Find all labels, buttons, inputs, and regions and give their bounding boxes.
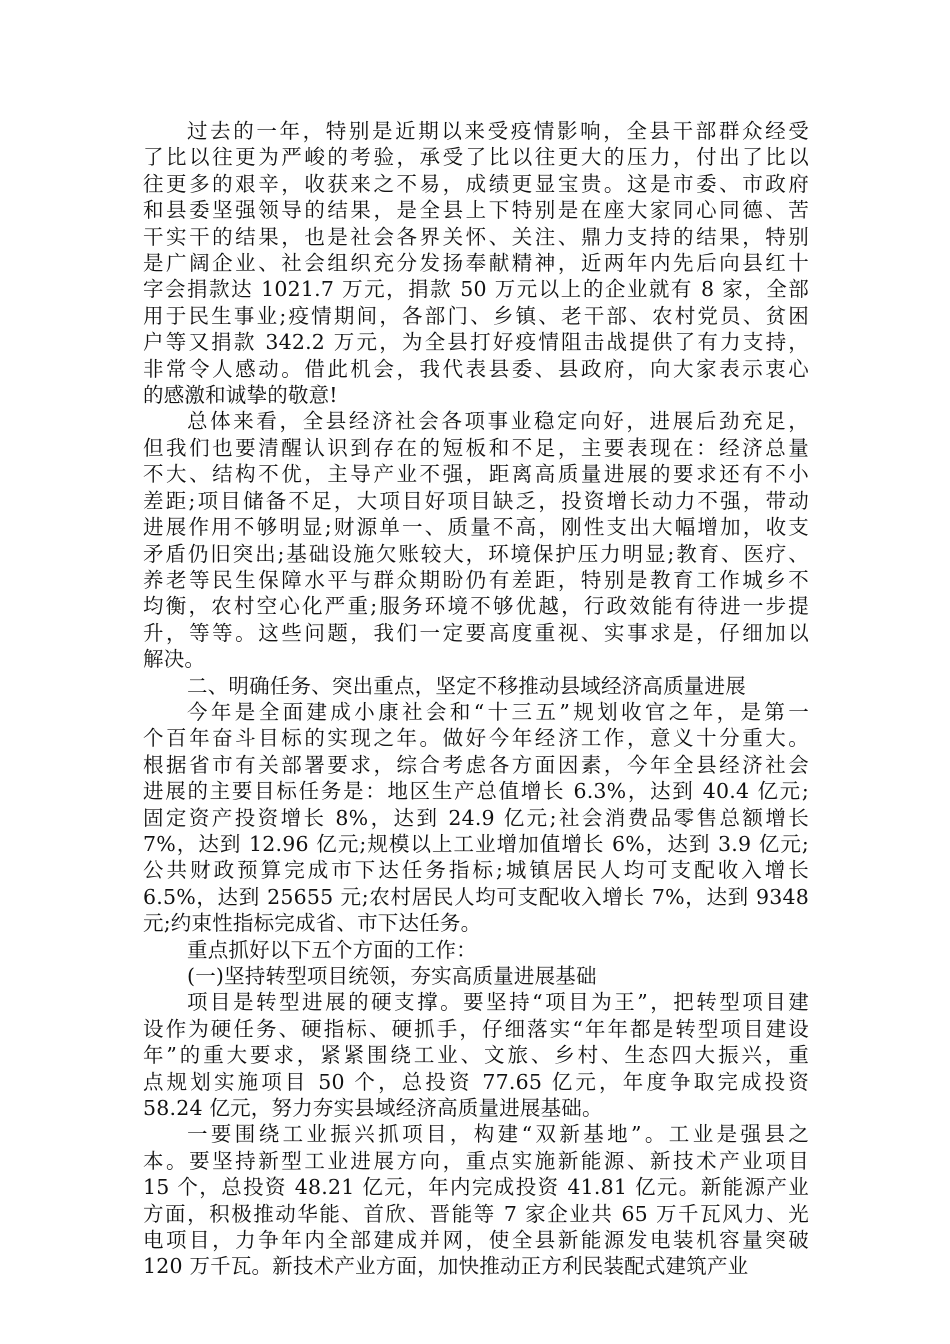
text-line: 15 个，总投资 48.21 亿元，年内完成投资 41.81 亿元。新能源产业: [143, 1175, 809, 1200]
text-line: 均衡，农村空心化严重;服务环境不够优越，行政效能有待进一步提: [143, 594, 809, 619]
text-line: 了比以往更为严峻的考验，承受了比以往更大的压力，付出了比以: [143, 145, 809, 170]
text-line: 进展的主要目标任务是：地区生产总值增长 6.3%，达到 40.4 亿元;: [143, 779, 809, 804]
text-line: 7%，达到 12.96 亿元;规模以上工业增加值增长 6%，达到 3.9 亿元;: [143, 831, 809, 856]
text-line: 元;约束性指标完成省、市下达任务。: [143, 911, 482, 936]
text-line: 一要围绕工业振兴抓项目，构建“双新基地”。工业是强县之: [187, 1122, 809, 1147]
text-line: 今年是全面建成小康社会和“十三五”规划收官之年，是第一: [187, 699, 809, 724]
text-line: 的感激和诚挚的敬意!: [143, 383, 338, 408]
text-line: 二、明确任务、突出重点，坚定不移推动县域经济高质量进展: [187, 673, 746, 698]
text-line: 但我们也要清醒认识到存在的短板和不足，主要表现在：经济总量: [143, 435, 809, 460]
text-line: 升，等等。这些问题，我们一定要高度重视、实事求是，仔细加以: [143, 620, 809, 645]
text-line: 和县委坚强领导的结果，是全县上下特别是在座大家同心同德、苦: [143, 198, 809, 223]
text-line: 58.24 亿元，努力夯实县域经济高质量进展基础。: [143, 1096, 603, 1121]
text-line: 120 万千瓦。新技术产业方面，加快推动正方利民装配式建筑产业: [143, 1254, 749, 1279]
text-line: 养老等民生保障水平与群众期盼仍有差距，特别是教育工作城乡不: [143, 567, 809, 592]
text-line: 总体来看，全县经济社会各项事业稳定向好，进展后劲充足，: [187, 409, 809, 434]
paragraph: [143, 118, 809, 408]
text-line: 字会捐款达 1021.7 万元，捐款 50 万元以上的企业就有 8 家，全部: [143, 277, 809, 302]
paragraph: [143, 408, 809, 672]
text-line: 过去的一年，特别是近期以来受疫情影响，全县干部群众经受: [187, 119, 809, 143]
text-line: 非常令人感动。借此机会，我代表县委、县政府，向大家表示衷心: [143, 356, 809, 381]
text-line: 是广阔企业、社会组织充分发扬奉献精神，近两年内先后向县红十: [143, 251, 809, 276]
text-line: 矛盾仍旧突出;基础设施欠账较大，环境保护压力明显;教育、医疗、: [143, 541, 809, 566]
paragraph: [143, 989, 809, 1121]
text-line: 根据省市有关部署要求，综合考虑各方面因素，今年全县经济社会: [143, 752, 809, 777]
paragraph: [143, 937, 809, 963]
section-heading: [143, 673, 809, 699]
text-line: 不大、结构不优，主导产业不强，距离高质量进展的要求还有不小: [143, 462, 809, 487]
text-line: 公共财政预算完成市下达任务指标;城镇居民人均可支配收入增长: [143, 858, 809, 883]
text-line: 解决。: [143, 647, 206, 672]
paragraph: [143, 1121, 809, 1279]
text-line: 本。要坚持新型工业进展方向，重点实施新能源、新技术产业项目: [143, 1148, 809, 1173]
text-line: 个百年奋斗目标的实现之年。做好今年经济工作，意义十分重大。: [143, 726, 809, 751]
text-line: 设作为硬任务、硬指标、硬抓手，仔细落实“年年都是转型项目建设: [143, 1016, 809, 1041]
text-line: 干实干的结果，也是社会各界关怀、关注、鼎力支持的结果，特别: [143, 224, 809, 249]
text-line: 差距;项目储备不足，大项目好项目缺乏，投资增长动力不强，带动: [143, 488, 809, 513]
text-line: 年”的重大要求，紧紧围绕工业、文旅、乡村、生态四大振兴，重: [143, 1043, 809, 1068]
text-line: 6.5%，达到 25655 元;农村居民人均可支配收入增长 7%，达到 9348: [143, 884, 809, 909]
text-line: 方面，积极推动华能、首欣、晋能等 7 家企业共 65 万千瓦风力、光: [143, 1201, 809, 1226]
text-line: (一)坚持转型项目统领，夯实高质量进展基础: [187, 964, 597, 988]
text-line: 固定资产投资增长 8%，达到 24.9 亿元;社会消费品零售总额增长: [143, 805, 809, 830]
section-heading: [143, 963, 809, 989]
text-line: 进展作用不够明显;财源单一、质量不高，刚性支出大幅增加，收支: [143, 515, 809, 540]
text-line: 电项目，力争年内全部建成并网，使全县新能源发电装机容量突破: [143, 1228, 809, 1253]
document-body: [143, 118, 809, 1280]
text-line: 用于民生事业;疫情期间，各部门、乡镇、老干部、农村党员、贫困: [143, 303, 809, 328]
paragraph: [143, 699, 809, 937]
text-line: 点规划实施项目 50 个，总投资 77.65 亿元，年度争取完成投资: [143, 1069, 809, 1094]
text-line: 重点抓好以下五个方面的工作：: [187, 937, 477, 962]
text-line: 户等又捐款 342.2 万元，为全县打好疫情阻击战提供了有力支持，: [143, 330, 809, 355]
text-line: 往更多的艰辛，收获来之不易，成绩更显宝贵。这是市委、市政府: [143, 171, 809, 196]
text-line: 项目是转型进展的硬支撑。要坚持“项目为王”，把转型项目建: [187, 990, 809, 1015]
